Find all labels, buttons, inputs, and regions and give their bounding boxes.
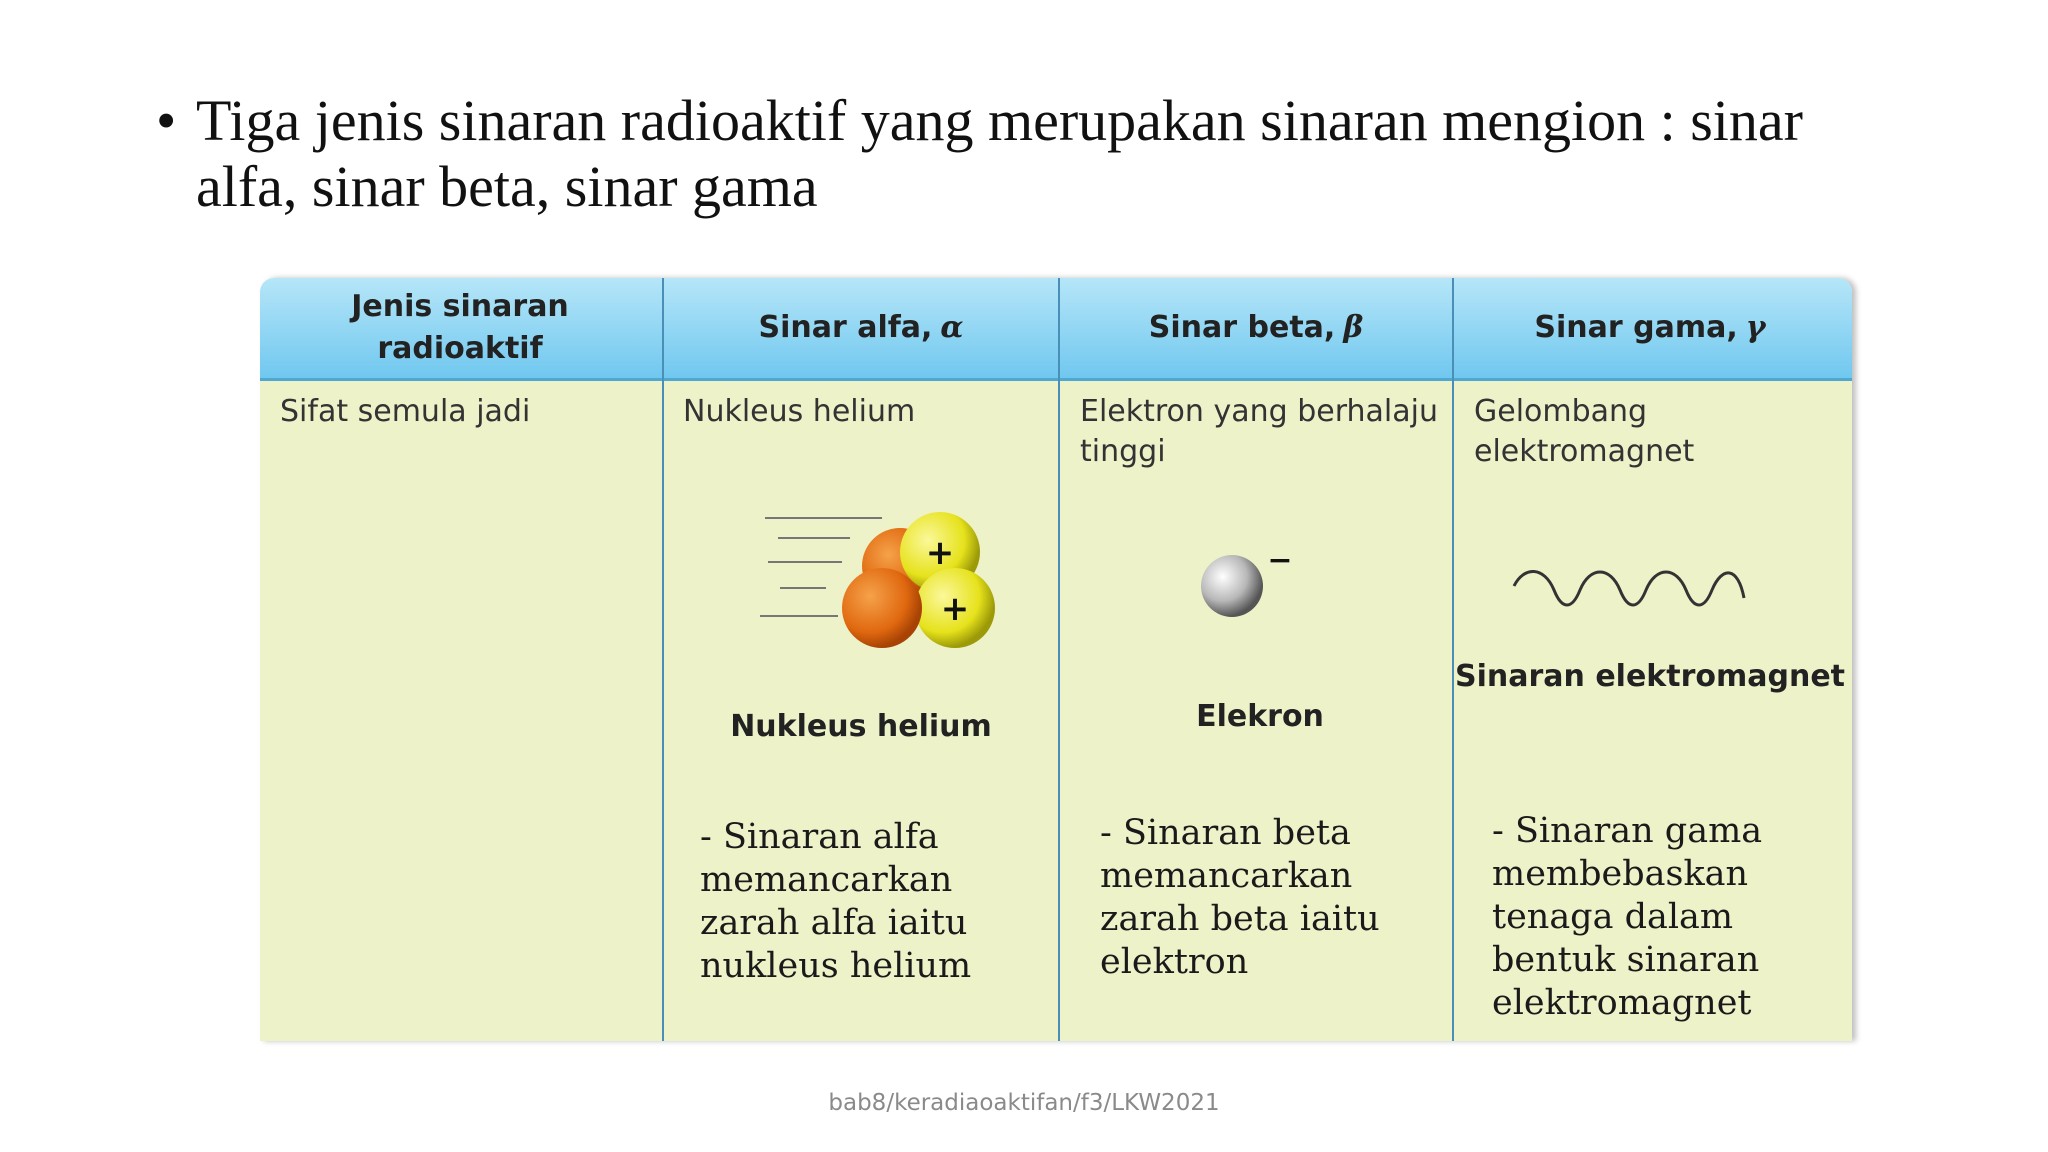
helium-nucleus-diagram — [700, 518, 1020, 718]
header-alpha — [664, 278, 1058, 378]
proton-sign: + — [925, 533, 955, 573]
gamma-note: - Sinaran gama membebaskan tenaga dalam bentuk sinaran elektromagnet — [1492, 811, 1763, 1023]
footer-text: bab8/keradiaoaktifan/f3/LKW2021 — [828, 1090, 1220, 1116]
header-type-label: Jenis sinaran radioaktif — [351, 289, 569, 366]
radiation-table — [260, 278, 1852, 1041]
header-beta — [1060, 278, 1452, 378]
beta-symbol: β — [1343, 310, 1364, 345]
alpha-symbol: α — [940, 310, 964, 345]
gamma-symbol: γ — [1745, 310, 1766, 345]
header-beta-label: Sinar beta, — [1148, 310, 1336, 345]
beta-note: - Sinaran beta memancarkan zarah beta iaitu elektron — [1100, 813, 1380, 982]
beta-caption: Elekron — [1196, 699, 1324, 734]
column-divider — [662, 278, 664, 1041]
header-gamma-label: Sinar gama, — [1534, 310, 1738, 345]
header-type — [300, 278, 620, 378]
electron-sign: − — [1267, 543, 1293, 578]
neutron — [842, 568, 922, 648]
bullet-point — [156, 88, 1876, 220]
alpha-nature: Nukleus helium — [683, 394, 916, 429]
electron-diagram — [1200, 543, 1320, 628]
electromagnetic-wave-diagram — [1510, 568, 1750, 618]
row-label: Sifat semula jadi — [280, 394, 531, 429]
column-divider — [1058, 278, 1060, 1041]
gamma-nature: Gelombang elektromagnet — [1474, 394, 1695, 469]
electron — [1201, 555, 1263, 617]
header-gamma — [1454, 278, 1846, 378]
header-separator — [260, 378, 1852, 381]
header-alpha-label: Sinar alfa, — [758, 310, 933, 345]
gamma-caption: Sinaran elektromagnet — [1454, 659, 1846, 694]
beta-nature: Elektron yang berhalaju tinggi — [1080, 394, 1438, 469]
bullet-symbol: • — [156, 88, 177, 153]
wave-line — [1514, 571, 1744, 605]
alpha-note: - Sinaran alfa memancarkan zarah alfa iaitu nukleus helium — [700, 817, 972, 986]
alpha-caption: Nukleus helium — [730, 709, 992, 744]
proton-sign: + — [940, 589, 970, 629]
bullet-text: Tiga jenis sinaran radioaktif yang merupakan sinaran mengion : sinar alfa, sinar beta, sinar gama — [196, 88, 1803, 219]
